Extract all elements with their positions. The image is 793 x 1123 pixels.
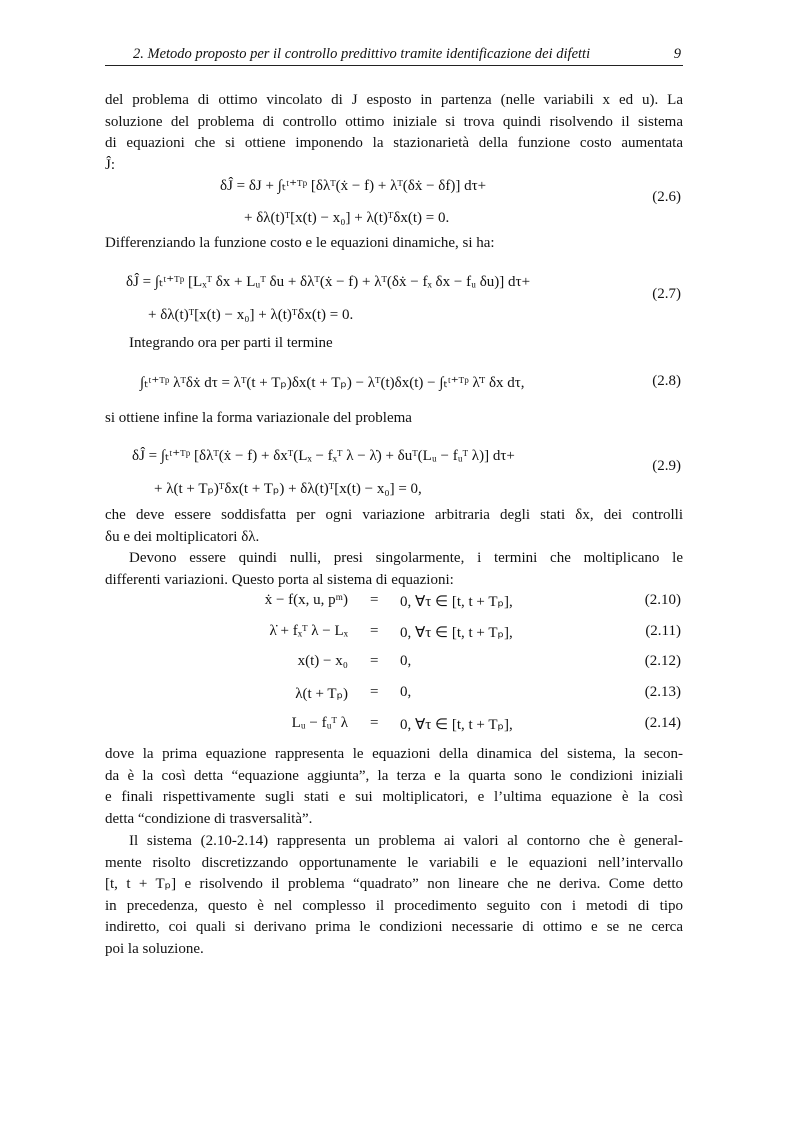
text-line: Devono essere quindi nulli, presi singolarmente, i termini che moltiplicano le <box>129 550 683 566</box>
equation-number-2-12: (2.12) <box>644 653 681 669</box>
system-lhs: λ̇ + fₓᵀ λ − Lₓ <box>269 623 348 639</box>
equation-number-2-13: (2.13) <box>644 684 681 700</box>
paragraph-integrando <box>105 333 683 355</box>
system-equals: = <box>370 653 379 669</box>
equation-number-2-9: (2.9) <box>652 458 681 474</box>
system-equals: = <box>370 623 379 639</box>
paragraph-intro <box>105 90 683 176</box>
text-line: poi la soluzione. <box>105 940 204 957</box>
system-equals: = <box>370 715 379 731</box>
text-line: Differenziando la funzione costo e le equazioni dinamiche, si ha: <box>105 235 495 251</box>
equation-2-9-line1: δĴ = ∫ₜᵗ⁺ᵀᵖ [δλᵀ(ẋ − f) + δxᵀ(Lₓ − fₓᵀ λ − λ̇) + δuᵀ(Lᵤ − fᵤᵀ λ)] dτ+ <box>132 448 515 464</box>
equation-2-6-line1: δĴ = δJ + ∫ₜᵗ⁺ᵀᵖ [δλᵀ(ẋ − f) + λᵀ(δẋ − δf)] dτ+ <box>220 178 487 194</box>
equation-number-2-11: (2.11) <box>645 623 681 639</box>
paragraph-differenziando <box>105 233 683 255</box>
text-line: soluzione del problema di controllo ottimo iniziale si trova quindi risolvendo il sistema <box>105 113 683 130</box>
equation-2-9-line2: + λ(t + Tₚ)ᵀδx(t + Tₚ) + δλ(t)ᵀ[x(t) − x₀] = 0, <box>154 481 422 497</box>
text-line: da è la così detta “equazione aggiunta”, la terza e la quarta sono le condizioni iniziali <box>105 767 683 784</box>
text-line: di equazioni che si ottiene imponendo la stazionarietà della funzione costo aumentata <box>105 135 683 151</box>
system-row-2-11 <box>0 623 793 647</box>
system-lhs: x(t) − x₀ <box>297 653 348 669</box>
system-rhs: 0, ∀τ ∈ [t, t + Tₚ], <box>400 717 513 733</box>
text-line: si ottiene infine la forma variazionale del problema <box>105 410 412 426</box>
text-line: indiretto, coi quali si derivano prima le condizioni necessarie di ottimo e se ne cerca <box>105 919 683 935</box>
equation-number-2-7: (2.7) <box>652 286 681 302</box>
text-line: Il sistema (2.10-2.14) rappresenta un problema ai valori al contorno che è general- <box>129 833 683 849</box>
system-rhs: 0, ∀τ ∈ [t, t + Tₚ], <box>400 625 513 641</box>
text-line: Ĵ: <box>105 156 116 173</box>
paragraph-variazionale <box>105 408 683 430</box>
system-row-2-12 <box>0 653 793 677</box>
text-line: detta “condizione di trasversalità”. <box>105 810 313 827</box>
text-line: che deve essere soddisfatta per ogni variazione arbitraria degli stati δx, dei controlli <box>105 507 683 523</box>
text-line: del problema di ottimo vincolato di J esposto in partenza (nelle variabili x ed u). La <box>105 92 683 108</box>
paragraph-sistema <box>105 831 683 960</box>
equation-2-8: ∫ₜᵗ⁺ᵀᵖ λᵀδẋ dτ = λᵀ(t + Tₚ)δx(t + Tₚ) − λᵀ(t)δx(t) − ∫ₜᵗ⁺ᵀᵖ λ̇ᵀ δx dτ, <box>140 375 525 391</box>
paragraph-condizioni <box>105 505 683 591</box>
text-line: Integrando ora per parti il termine <box>129 335 333 351</box>
text-line: e finali rispettivamente sugli stati e sui moltiplicatori, e l’ultima equazione è la così <box>105 789 683 805</box>
system-equals: = <box>370 684 379 700</box>
equation-number-2-14: (2.14) <box>644 715 681 731</box>
equation-2-7-line2: + δλ(t)ᵀ[x(t) − x₀] + λ(t)ᵀδx(t) = 0. <box>148 307 354 323</box>
equation-2-6-line2: + δλ(t)ᵀ[x(t) − x₀] + λ(t)ᵀδx(t) = 0. <box>244 210 450 226</box>
system-equals: = <box>370 592 379 608</box>
text-line: δu e dei moltiplicatori δλ. <box>105 528 260 545</box>
header-title: 2. Metodo proposto per il controllo predittivo tramite identificazione dei difetti <box>133 46 591 62</box>
system-lhs: λ(t + Tₚ) <box>295 686 348 702</box>
equation-number-2-6: (2.6) <box>652 189 681 205</box>
system-lhs: Lᵤ − fᵤᵀ λ <box>291 715 348 731</box>
equation-number-2-10: (2.10) <box>644 592 681 608</box>
paragraph-dove <box>105 744 683 830</box>
text-line: mente risolto discretizzando opportunamente le variabili e le equazioni nell’intervallo <box>105 854 683 871</box>
text-line: differenti variazioni. Questo porta al sistema di equazioni: <box>105 571 454 588</box>
text-line: in precedenza, questo è nel complesso il procedimento seguito con i metodi di tipo <box>105 897 683 914</box>
text-line: [t, t + Tₚ] e risolvendo il problema “quadrato” non lineare che ne deriva. Come detto <box>105 876 683 892</box>
system-rhs: 0, ∀τ ∈ [t, t + Tₚ], <box>400 594 513 610</box>
equation-number-2-8: (2.8) <box>652 373 681 389</box>
page-number: 9 <box>673 46 681 62</box>
header-rule <box>105 65 683 66</box>
running-header <box>105 44 683 66</box>
system-rhs: 0, <box>400 653 412 669</box>
system-row-2-13 <box>0 684 793 708</box>
system-lhs: ẋ − f(x, u, pᵐ) <box>264 592 348 608</box>
system-rhs: 0, <box>400 684 412 700</box>
system-row-2-14 <box>0 715 793 739</box>
equation-2-7-line1: δĴ = ∫ₜᵗ⁺ᵀᵖ [Lₓᵀ δx + Lᵤᵀ δu + δλᵀ(ẋ − f) + λᵀ(δẋ − fₓ δx − fᵤ δu)] dτ+ <box>126 274 531 290</box>
text-line: dove la prima equazione rappresenta le equazioni della dinamica del sistema, la secon- <box>105 746 683 762</box>
system-row-2-10 <box>0 592 793 616</box>
